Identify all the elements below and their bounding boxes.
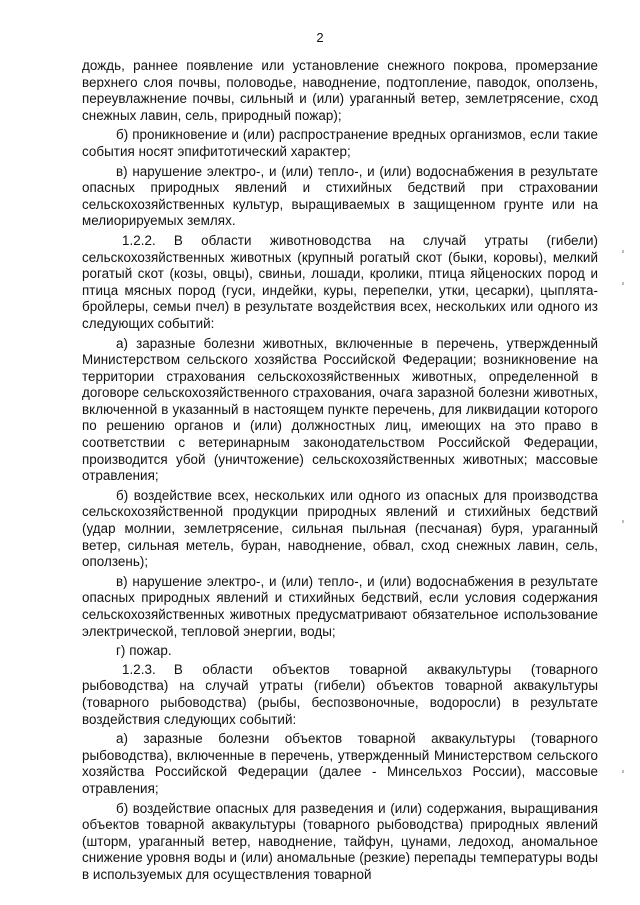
clause-number: 1.2.2. — [122, 232, 156, 248]
clause-1-2-3 — [82, 662, 598, 728]
paragraph-aquaculture-b: б) воздействие опасных для разведения и (или) содержания, выращивания объектов товарной аквакультуры (товарного рыбоводства) природных явлений (шторм, ураганный ветер, наводнение, тайфун, цунами, ледоход, аномальное снижение уровня воды и (или) аномальные (резкие) перепады температуры воды в используемых для осуществления товарной — [82, 800, 598, 882]
clause-text: В области объектов товарной аквакультуры (товарного рыбоводства) на случай утраты (гибели) объектов товарной аквакультуры (товарного рыбоводства) (рыбы, беспозвоночные, водоросли) в результате воздействия следующих событий: — [82, 661, 598, 727]
clause-1-2-2 — [82, 233, 598, 333]
margin-scan-mark — [622, 250, 624, 253]
margin-scan-mark — [622, 520, 624, 523]
paragraph-livestock-v: в) нарушение электро-, и (или) тепло-, и (или) водоснабжения в результате опасных природных явлений и стихийных бедствий, если условия содержания сельскохозяйственных животных предусматривают обязательное использование электрической, тепловой энергии, воды; — [82, 573, 598, 639]
paragraph-crops-v: в) нарушение электро-, и (или) тепло-, и (или) водоснабжения в результате опасных природных явлений и стихийных бедствий при страховании сельскохозяйственных культур, выращиваемых в защищенном грунте или на мелиорируемых землях. — [82, 163, 598, 229]
margin-scan-mark — [622, 770, 624, 773]
paragraph-livestock-g: г) пожар. — [116, 643, 172, 659]
paragraph-crops-b: б) проникновение и (или) распространение вредных организмов, если такие события носят эпифитотический характер; — [82, 127, 598, 159]
paragraph-precipitation-continued: дождь, раннее появление или установление снежного покрова, промерзание верхнего слоя почвы, половодье, наводнение, подтопление, паводок, оползень, переувлажнение почвы, сильный и (или) ураганный ветер, землетрясение, сход снежных лавин, сель, природный пожар); — [82, 58, 598, 123]
document-body — [82, 58, 598, 887]
margin-scan-mark — [622, 282, 624, 285]
page-number: 2 — [316, 30, 324, 45]
paragraph-aquaculture-a: а) заразные болезни объектов товарной аквакультуры (товарного рыбоводства), включенные в перечень, утвержденный Министерством сельского хозяйства Российской Федерации (далее - Минсельхоз России), массовые отравления; — [82, 731, 598, 796]
clause-number: 1.2.3. — [122, 661, 156, 677]
paragraph-livestock-b: б) воздействие всех, нескольких или одного из опасных для производства сельскохозяйственной продукции природных явлений и стихийных бедствий (удар молнии, землетрясение, сильная пыльная (песчаная) буря, ураганный ветер, сильная метель, буран, наводнение, обвал, сход снежных лавин, сель, оползень); — [82, 487, 598, 570]
paragraph-livestock-a: а) заразные болезни животных, включенные в перечень, утвержденный Министерством сельского хозяйства Российской Федерации; возникновение на территории страхования сельскохозяйственных животных, определенной в договоре сельскохозяйственного страхования, очага заразной болезни животных, включенной в указанный в настоящем пункте перечень, для ликвидации которого по решению органов и (или) должностных лиц, имеющих на это право в соответствии с ветеринарным законодательством Российской Федерации, производится убой (уничтожение) сельскохозяйственных животных; массовые отравления; — [82, 335, 598, 484]
clause-text: В области животноводства на случай утраты (гибели) сельскохозяйственных животных (крупный рогатый скот (быки, коровы), мелкий рогатый скот (козы, овцы), свиньи, лошади, кролики, птица яйценоских пород и птица мясных пород (гуси, индейки, куры, перепелки, утки, цесарки), цыплята-бройлеры, семьи пчел) в результате воздействия всех, нескольких или одного из следующих событий: — [82, 232, 598, 331]
